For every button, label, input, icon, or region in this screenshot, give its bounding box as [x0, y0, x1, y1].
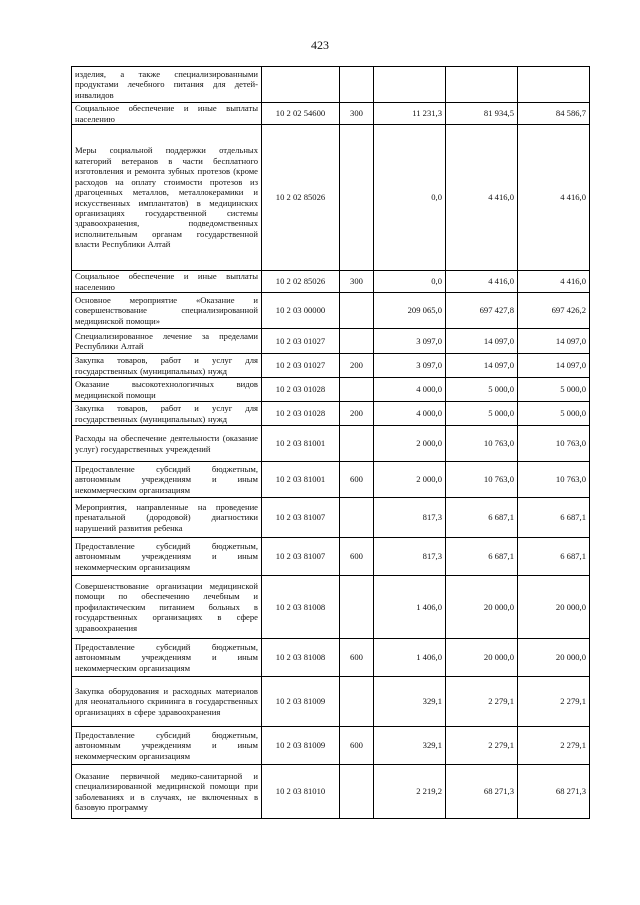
expense-type-cell [340, 765, 374, 819]
table-row [72, 378, 590, 402]
amount-col-1-cell: 2 219,2 [374, 765, 446, 819]
amount-col-2-cell: 697 427,8 [446, 293, 518, 329]
amount-col-3-cell: 697 426,2 [518, 293, 590, 329]
amount-col-2-cell: 20 000,0 [446, 639, 518, 677]
amount-col-3-cell: 68 271,3 [518, 765, 590, 819]
expense-name-cell: Оказание первичной медико-санитарной и специализированной медицинской помощи при заболеваниях и в случаях, не включенных в базовую программу [72, 765, 262, 819]
amount-col-1-cell: 1 406,0 [374, 639, 446, 677]
amount-col-2-cell: 2 279,1 [446, 727, 518, 765]
budget-table [71, 66, 590, 819]
target-article-code-cell: 10 2 03 81009 [262, 677, 340, 727]
target-article-code-cell: 10 2 03 01027 [262, 329, 340, 354]
amount-col-2-cell: 4 416,0 [446, 125, 518, 271]
amount-col-3-cell: 84 586,7 [518, 103, 590, 125]
expense-name-cell: Расходы на обеспечение деятельности (оказание услуг) государственных учреждений [72, 426, 262, 462]
expense-name-cell: Предоставление субсидий бюджетным, автономным учреждениям и иным некоммерческим организациям [72, 639, 262, 677]
amount-col-2-cell: 10 763,0 [446, 462, 518, 498]
table-row [72, 329, 590, 354]
expense-type-cell [340, 677, 374, 727]
amount-col-1-cell: 11 231,3 [374, 103, 446, 125]
target-article-code-cell: 10 2 03 81010 [262, 765, 340, 819]
expense-name-cell: Мероприятия, направленные на проведение пренатальной (дородовой) диагностики нарушений развития ребенка [72, 498, 262, 538]
amount-col-3-cell: 5 000,0 [518, 402, 590, 426]
expense-type-cell [340, 329, 374, 354]
amount-col-2-cell: 6 687,1 [446, 498, 518, 538]
amount-col-1-cell: 0,0 [374, 271, 446, 293]
target-article-code-cell: 10 2 03 81009 [262, 727, 340, 765]
amount-col-1-cell: 4 000,0 [374, 378, 446, 402]
amount-col-2-cell: 20 000,0 [446, 576, 518, 639]
expense-name-cell: Предоставление субсидий бюджетным, автономным учреждениям и иным некоммерческим организациям [72, 538, 262, 576]
expense-type-cell: 200 [340, 402, 374, 426]
target-article-code-cell: 10 2 03 81001 [262, 426, 340, 462]
amount-col-3-cell: 14 097,0 [518, 329, 590, 354]
expense-type-cell: 600 [340, 639, 374, 677]
expense-name-cell: Закупка оборудования и расходных материалов для неонатального скрининга в государственных организациях в сфере здравоохранения [72, 677, 262, 727]
expense-type-cell: 300 [340, 271, 374, 293]
amount-col-2-cell: 10 763,0 [446, 426, 518, 462]
expense-type-cell: 600 [340, 727, 374, 765]
table-row [72, 125, 590, 271]
amount-col-2-cell: 4 416,0 [446, 271, 518, 293]
target-article-code-cell: 10 2 02 85026 [262, 271, 340, 293]
table-row [72, 639, 590, 677]
expense-name-cell: Основное мероприятие «Оказание и совершенствование специализированной медицинской помощи» [72, 293, 262, 329]
table-row [72, 677, 590, 727]
target-article-code-cell: 10 2 03 81007 [262, 498, 340, 538]
amount-col-2-cell: 2 279,1 [446, 677, 518, 727]
amount-col-1-cell: 817,3 [374, 498, 446, 538]
target-article-code-cell: 10 2 03 81008 [262, 576, 340, 639]
amount-col-2-cell: 5 000,0 [446, 402, 518, 426]
expense-type-cell: 300 [340, 103, 374, 125]
amount-col-1-cell: 209 065,0 [374, 293, 446, 329]
table-row [72, 402, 590, 426]
table-row [72, 426, 590, 462]
target-article-code-cell [262, 67, 340, 103]
amount-col-1-cell: 3 097,0 [374, 329, 446, 354]
amount-col-3-cell: 2 279,1 [518, 727, 590, 765]
amount-col-1-cell [374, 67, 446, 103]
amount-col-3-cell: 10 763,0 [518, 426, 590, 462]
table-row [72, 727, 590, 765]
amount-col-1-cell: 0,0 [374, 125, 446, 271]
table-row [72, 103, 590, 125]
table-row [72, 576, 590, 639]
amount-col-2-cell: 68 271,3 [446, 765, 518, 819]
expense-name-cell: Социальное обеспечение и иные выплаты населению [72, 271, 262, 293]
target-article-code-cell: 10 2 03 00000 [262, 293, 340, 329]
expense-name-cell: Социальное обеспечение и иные выплаты населению [72, 103, 262, 125]
expense-type-cell [340, 378, 374, 402]
expense-name-cell: Оказание высокотехнологичных видов медицинской помощи [72, 378, 262, 402]
amount-col-2-cell: 14 097,0 [446, 329, 518, 354]
amount-col-1-cell: 4 000,0 [374, 402, 446, 426]
table-row [72, 293, 590, 329]
expense-type-cell [340, 498, 374, 538]
amount-col-3-cell: 4 416,0 [518, 271, 590, 293]
expense-name-cell: Предоставление субсидий бюджетным, автономным учреждениям и иным некоммерческим организациям [72, 462, 262, 498]
target-article-code-cell: 10 2 03 01028 [262, 378, 340, 402]
amount-col-1-cell: 2 000,0 [374, 426, 446, 462]
target-article-code-cell: 10 2 03 81007 [262, 538, 340, 576]
expense-type-cell: 600 [340, 538, 374, 576]
amount-col-1-cell: 2 000,0 [374, 462, 446, 498]
expense-type-cell [340, 125, 374, 271]
amount-col-3-cell: 20 000,0 [518, 639, 590, 677]
table-row [72, 67, 590, 103]
amount-col-3-cell [518, 67, 590, 103]
table-row [72, 538, 590, 576]
amount-col-2-cell: 5 000,0 [446, 378, 518, 402]
amount-col-1-cell: 329,1 [374, 727, 446, 765]
expense-type-cell [340, 576, 374, 639]
amount-col-1-cell: 817,3 [374, 538, 446, 576]
amount-col-1-cell: 1 406,0 [374, 576, 446, 639]
expense-name-cell: Совершенствование организации медицинской помощи по обеспечению лечебным и профилактическим питанием больных в государственных организациях в сфере здравоохранения [72, 576, 262, 639]
target-article-code-cell: 10 2 03 01027 [262, 354, 340, 378]
expense-name-cell: Меры социальной поддержки отдельных категорий ветеранов в части бесплатного изготовления и ремонта зубных протезов (кроме расходов на оплату стоимости протезов из драгоценных металлов, металлокерамики и искусственных имплантатов) в медицинских организациях государственной системы здравоохранения, подведомственных исполнительным органам государственной власти Республики Алтай [72, 125, 262, 271]
amount-col-2-cell: 6 687,1 [446, 538, 518, 576]
table-row [72, 271, 590, 293]
table-row [72, 498, 590, 538]
amount-col-3-cell: 20 000,0 [518, 576, 590, 639]
amount-col-2-cell: 14 097,0 [446, 354, 518, 378]
target-article-code-cell: 10 2 03 81008 [262, 639, 340, 677]
expense-type-cell: 600 [340, 462, 374, 498]
expense-type-cell: 200 [340, 354, 374, 378]
target-article-code-cell: 10 2 02 85026 [262, 125, 340, 271]
table-row [72, 462, 590, 498]
amount-col-1-cell: 329,1 [374, 677, 446, 727]
expense-name-cell: изделия, а также специализированными продуктами лечебного питания для детей-инвалидов [72, 67, 262, 103]
amount-col-3-cell: 4 416,0 [518, 125, 590, 271]
expense-type-cell [340, 67, 374, 103]
expense-type-cell [340, 293, 374, 329]
amount-col-2-cell: 81 934,5 [446, 103, 518, 125]
expense-type-cell [340, 426, 374, 462]
table-row [72, 765, 590, 819]
amount-col-3-cell: 6 687,1 [518, 498, 590, 538]
expense-name-cell: Специализированное лечение за пределами Республики Алтай [72, 329, 262, 354]
expense-name-cell: Закупка товаров, работ и услуг для государственных (муниципальных) нужд [72, 354, 262, 378]
amount-col-3-cell: 6 687,1 [518, 538, 590, 576]
expense-name-cell: Предоставление субсидий бюджетным, автономным учреждениям и иным некоммерческим организациям [72, 727, 262, 765]
target-article-code-cell: 10 2 02 54600 [262, 103, 340, 125]
target-article-code-cell: 10 2 03 01028 [262, 402, 340, 426]
amount-col-1-cell: 3 097,0 [374, 354, 446, 378]
amount-col-3-cell: 14 097,0 [518, 354, 590, 378]
amount-col-3-cell: 5 000,0 [518, 378, 590, 402]
amount-col-2-cell [446, 67, 518, 103]
amount-col-3-cell: 2 279,1 [518, 677, 590, 727]
table-row [72, 354, 590, 378]
expense-name-cell: Закупка товаров, работ и услуг для государственных (муниципальных) нужд [72, 402, 262, 426]
page-number: 423 [311, 38, 329, 52]
target-article-code-cell: 10 2 03 81001 [262, 462, 340, 498]
amount-col-3-cell: 10 763,0 [518, 462, 590, 498]
